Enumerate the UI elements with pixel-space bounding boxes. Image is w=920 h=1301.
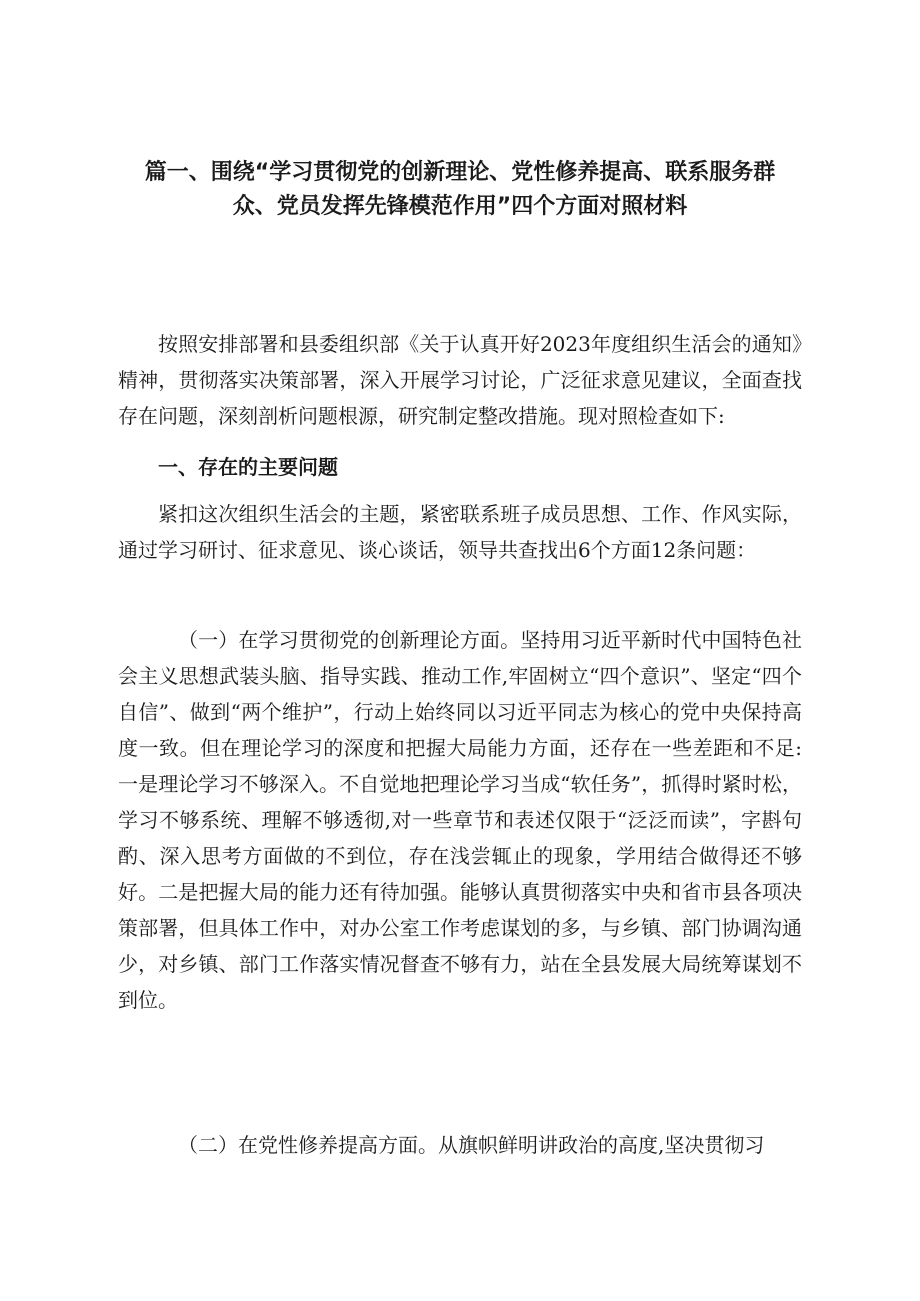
section-heading-main-problems: 一、存在的主要问题	[158, 455, 338, 479]
document-title-line-1: 篇一、围绕“学习贯彻党的创新理论、党性修养提高、联系服务群	[144, 160, 776, 185]
document-title-line-2: 众、党员发挥先锋模范作用”四个方面对照材料	[232, 194, 688, 219]
item-2-paragraph: （二）在党性修养提高方面。从旗帜鲜明讲政治的高度,坚决贯彻习	[178, 1133, 765, 1157]
intro-paragraph: 按照安排部署和县委组织部《关于认真开好2023年度组织生活会的通知》精神，贯彻落实决策部署，深入开展学习讨论，广泛征求意见建议，全面查找存在问题，深刻剖析问题根源，研究制定整改措施。现对照检查如下:	[118, 332, 802, 428]
item-1-paragraph: （一）在学习贯彻党的创新理论方面。坚持用习近平新时代中国特色社会主义思想武装头脑、指导实践、推动工作,牢固树立“四个意识”、坚定“四个自信”、做到“两个维护”，行动上始终同以习近平同志为核心的党中央保持高度一致。但在理论学习的深度和把握大局能力方面，还存在一些差距和不足:一是理论学习不够深入。不自觉地把理论学习当成“软任务”，抓得时紧时松，学习不够系统、理解不够透彻,对一些章节和表述仅限于“泛泛而读”，字斟句酌、深入思考方面做的不到位，存在浅尝辄止的现象，学用结合做得还不够好。二是把握大局的能力还有待加强。能够认真贯彻落实中央和省市县各项决策部署，但具体工作中，对办公室工作考虑谋划的多，与乡镇、部门协调沟通少，对乡镇、部门工作落实情况督查不够有力，站在全县发展大局统筹谋划不到位。	[118, 628, 802, 1012]
section-intro-paragraph: 紧扣这次组织生活会的主题，紧密联系班子成员思想、工作、作风实际，通过学习研讨、征求意见、谈心谈话，领导共查找出6个方面12条问题：	[118, 502, 802, 562]
